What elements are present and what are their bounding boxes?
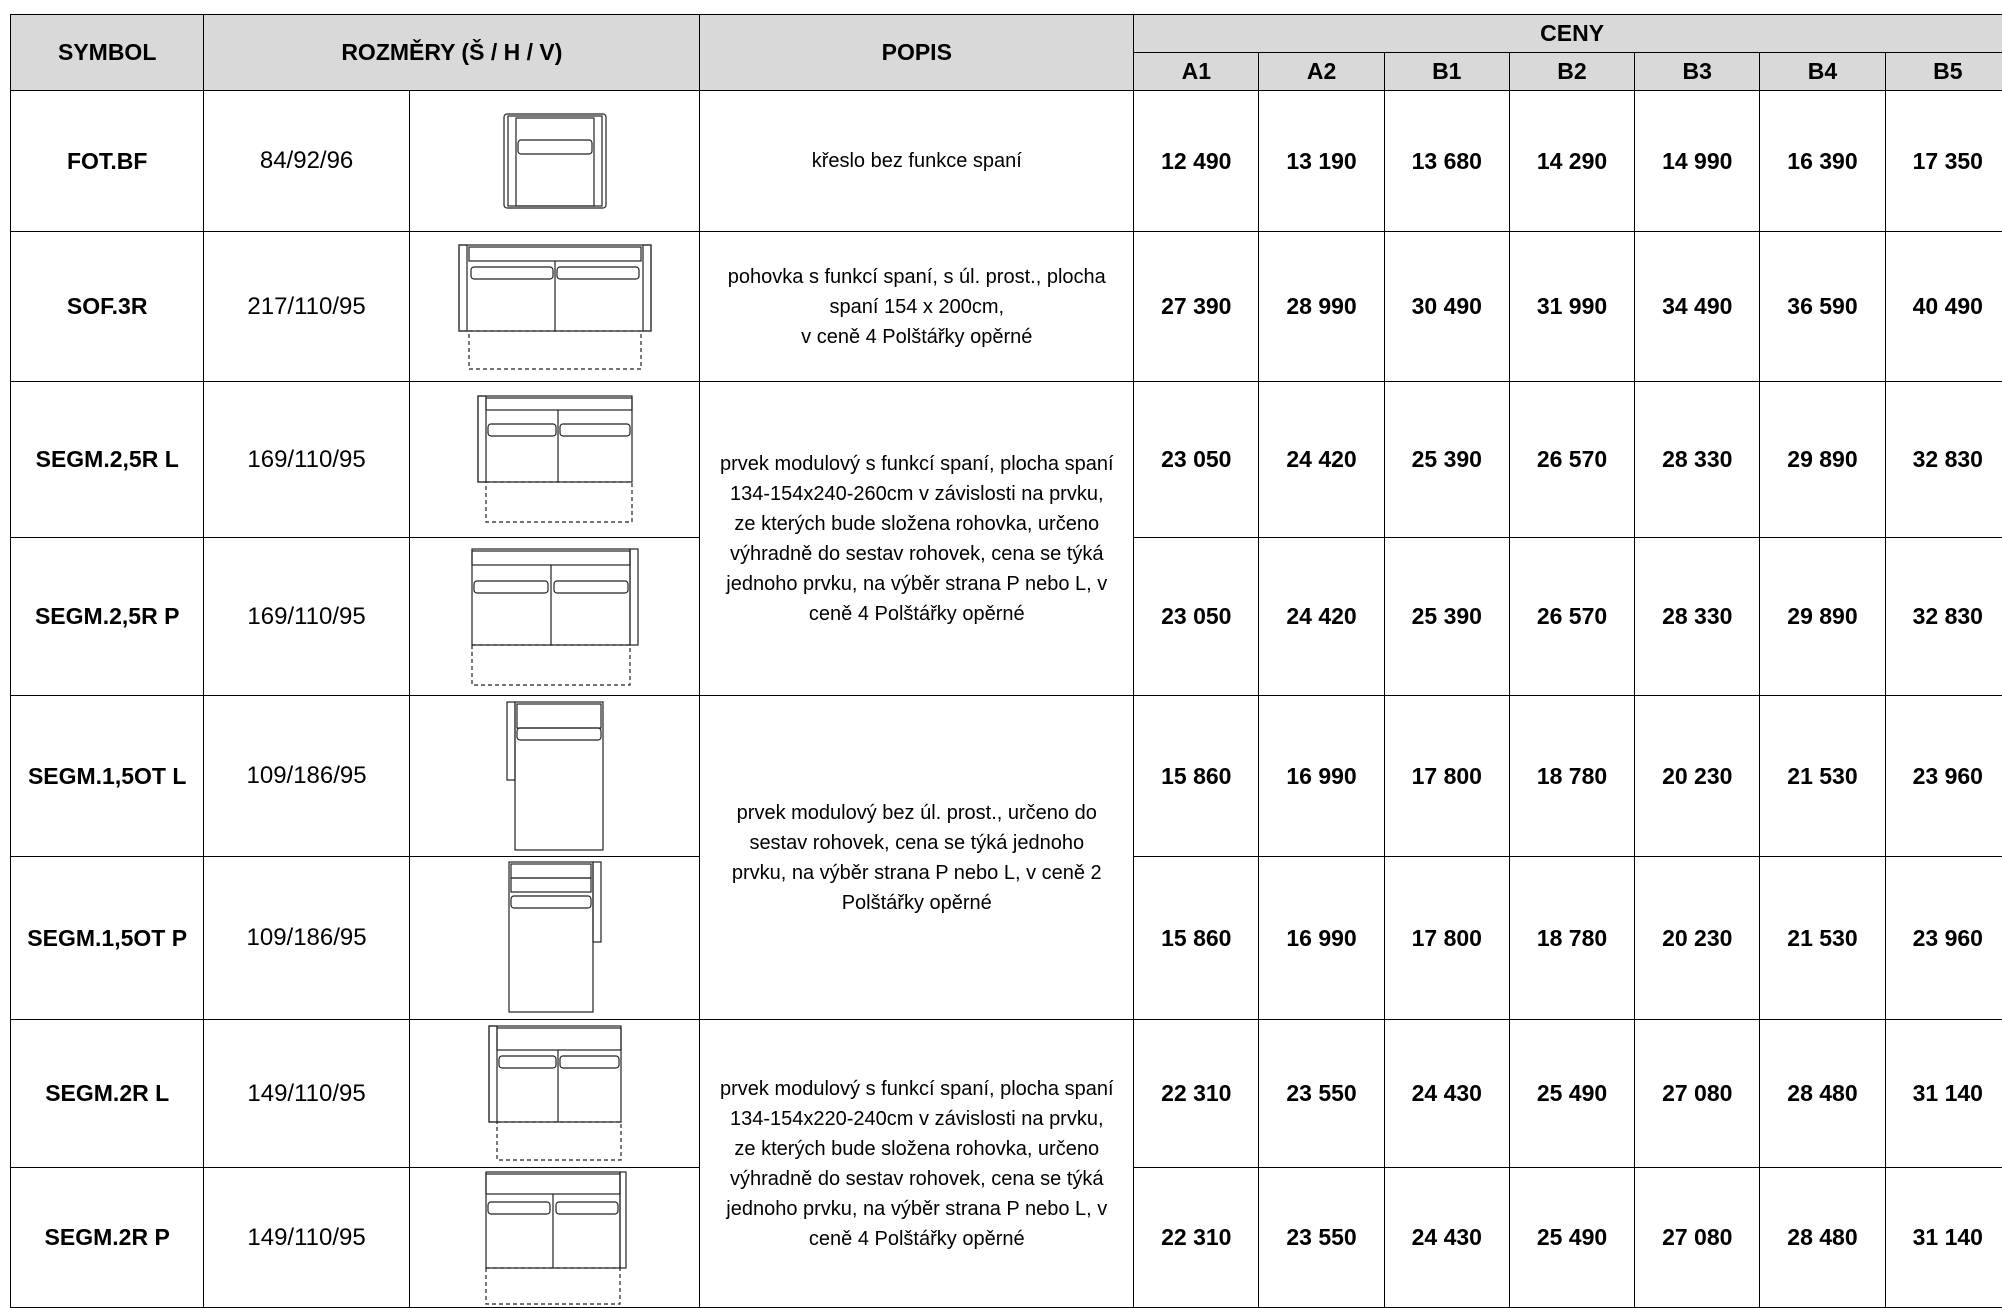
product-dimensions: 109/186/95 xyxy=(204,857,409,1020)
header-price-group: A1 xyxy=(1134,53,1259,91)
product-symbol: SEGM.1,5OT P xyxy=(11,857,204,1020)
product-description xyxy=(700,382,1134,696)
table-row xyxy=(11,91,2002,232)
price-cell: 23 550 xyxy=(1259,1168,1384,1308)
product-symbol: SEGM.1,5OT L xyxy=(11,696,204,857)
segment-left-icon xyxy=(409,1020,700,1168)
description-line: sestav rohovek, cena se týká jednoho xyxy=(700,828,1133,858)
price-cell: 17 350 xyxy=(1885,91,2002,232)
price-cell: 28 330 xyxy=(1635,382,1760,538)
price-cell: 15 860 xyxy=(1134,696,1259,857)
description-line: prvek modulový s funkcí spaní, plocha spaní xyxy=(700,1074,1133,1104)
price-cell: 23 960 xyxy=(1885,857,2002,1020)
table-row xyxy=(11,696,2002,857)
price-cell: 31 140 xyxy=(1885,1020,2002,1168)
description-line: 134-154x220-240cm v závislosti na prvku, xyxy=(700,1104,1133,1134)
price-cell: 28 990 xyxy=(1259,232,1384,382)
product-dimensions: 169/110/95 xyxy=(204,382,409,538)
description-line: křeslo bez funkce spaní xyxy=(700,146,1133,176)
price-cell: 26 570 xyxy=(1509,538,1634,696)
price-cell: 12 490 xyxy=(1134,91,1259,232)
price-cell: 21 530 xyxy=(1760,857,1885,1020)
price-cell: 22 310 xyxy=(1134,1168,1259,1308)
price-cell: 22 310 xyxy=(1134,1020,1259,1168)
product-symbol: SEGM.2R L xyxy=(11,1020,204,1168)
price-cell: 40 490 xyxy=(1885,232,2002,382)
product-description xyxy=(700,91,1134,232)
header-price-group: B3 xyxy=(1635,53,1760,91)
price-cell: 23 050 xyxy=(1134,538,1259,696)
price-cell: 32 830 xyxy=(1885,538,2002,696)
chaise-right-icon xyxy=(409,857,700,1020)
description-line: v ceně 4 Polštářky opěrné xyxy=(700,322,1133,352)
description-line: výhradně do sestav rohovek, cena se týká xyxy=(700,1164,1133,1194)
description-line: ceně 4 Polštářky opěrné xyxy=(700,599,1133,629)
price-cell: 23 550 xyxy=(1259,1020,1384,1168)
price-cell: 24 420 xyxy=(1259,538,1384,696)
description-line: jednoho prvku, na výběr strana P nebo L, v xyxy=(700,569,1133,599)
price-table xyxy=(10,14,2002,1308)
description-line: spaní 154 x 200cm, xyxy=(700,292,1133,322)
price-cell: 16 990 xyxy=(1259,857,1384,1020)
description-line: ceně 4 Polštářky opěrné xyxy=(700,1224,1133,1254)
product-dimensions: 169/110/95 xyxy=(204,538,409,696)
header-price-group: B5 xyxy=(1885,53,2002,91)
price-cell: 31 140 xyxy=(1885,1168,2002,1308)
price-cell: 36 590 xyxy=(1760,232,1885,382)
product-symbol: FOT.BF xyxy=(11,91,204,232)
description-line: 134-154x240-260cm v závislosti na prvku, xyxy=(700,479,1133,509)
price-cell: 27 080 xyxy=(1635,1168,1760,1308)
table-row xyxy=(11,1020,2002,1168)
price-cell: 14 290 xyxy=(1509,91,1634,232)
price-cell: 28 480 xyxy=(1760,1020,1885,1168)
product-description xyxy=(700,1020,1134,1308)
product-dimensions: 149/110/95 xyxy=(204,1020,409,1168)
price-cell: 30 490 xyxy=(1384,232,1509,382)
description-line: ze kterých bude složena rohovka, určeno xyxy=(700,509,1133,539)
armchair-icon xyxy=(409,91,700,232)
price-cell: 27 390 xyxy=(1134,232,1259,382)
price-cell: 18 780 xyxy=(1509,696,1634,857)
header-price-group: B2 xyxy=(1509,53,1634,91)
description-line: výhradně do sestav rohovek, cena se týká xyxy=(700,539,1133,569)
table-row xyxy=(11,232,2002,382)
price-cell: 24 430 xyxy=(1384,1168,1509,1308)
price-cell: 29 890 xyxy=(1760,382,1885,538)
price-cell: 25 490 xyxy=(1509,1020,1634,1168)
product-description xyxy=(700,232,1134,382)
price-cell: 17 800 xyxy=(1384,696,1509,857)
product-dimensions: 149/110/95 xyxy=(204,1168,409,1308)
price-cell: 24 430 xyxy=(1384,1020,1509,1168)
description-line: Polštářky opěrné xyxy=(700,888,1133,918)
product-symbol: SEGM.2,5R P xyxy=(11,538,204,696)
chaise-left-icon xyxy=(409,696,700,857)
price-cell: 15 860 xyxy=(1134,857,1259,1020)
price-cell: 29 890 xyxy=(1760,538,1885,696)
price-cell: 28 480 xyxy=(1760,1168,1885,1308)
price-cell: 24 420 xyxy=(1259,382,1384,538)
product-dimensions: 217/110/95 xyxy=(204,232,409,382)
price-cell: 25 390 xyxy=(1384,382,1509,538)
segment-right-icon xyxy=(409,1168,700,1308)
header-price-group: A2 xyxy=(1259,53,1384,91)
description-line: prvku, na výběr strana P nebo L, v ceně 2 xyxy=(700,858,1133,888)
description-line: pohovka s funkcí spaní, s úl. prost., plocha xyxy=(700,262,1133,292)
product-symbol: SEGM.2,5R L xyxy=(11,382,204,538)
table-row xyxy=(11,382,2002,538)
price-cell: 23 050 xyxy=(1134,382,1259,538)
header-dimensions: ROZMĚRY (Š / H / V) xyxy=(204,15,700,91)
description-line: prvek modulový s funkcí spaní, plocha spaní xyxy=(700,449,1133,479)
price-cell: 31 990 xyxy=(1509,232,1634,382)
product-dimensions: 84/92/96 xyxy=(204,91,409,232)
price-cell: 28 330 xyxy=(1635,538,1760,696)
sofa-3-seat-icon xyxy=(409,232,700,382)
price-cell: 23 960 xyxy=(1885,696,2002,857)
product-description xyxy=(700,696,1134,1020)
segment-left-icon xyxy=(409,382,700,538)
price-cell: 25 390 xyxy=(1384,538,1509,696)
price-cell: 16 390 xyxy=(1760,91,1885,232)
price-cell: 16 990 xyxy=(1259,696,1384,857)
price-cell: 20 230 xyxy=(1635,696,1760,857)
price-cell: 20 230 xyxy=(1635,857,1760,1020)
price-cell: 18 780 xyxy=(1509,857,1634,1020)
header-price-group: B4 xyxy=(1760,53,1885,91)
product-symbol: SOF.3R xyxy=(11,232,204,382)
price-cell: 13 190 xyxy=(1259,91,1384,232)
price-cell: 26 570 xyxy=(1509,382,1634,538)
segment-right-icon xyxy=(409,538,700,696)
price-cell: 17 800 xyxy=(1384,857,1509,1020)
price-cell: 21 530 xyxy=(1760,696,1885,857)
price-cell: 32 830 xyxy=(1885,382,2002,538)
price-list-page xyxy=(10,14,2002,1305)
header-prices: CENY xyxy=(1134,15,2002,53)
product-dimensions: 109/186/95 xyxy=(204,696,409,857)
price-cell: 27 080 xyxy=(1635,1020,1760,1168)
description-line: prvek modulový bez úl. prost., určeno do xyxy=(700,798,1133,828)
header-description: POPIS xyxy=(700,15,1134,91)
header-price-group: B1 xyxy=(1384,53,1509,91)
header-symbol: SYMBOL xyxy=(11,15,204,91)
price-cell: 13 680 xyxy=(1384,91,1509,232)
product-symbol: SEGM.2R P xyxy=(11,1168,204,1308)
description-line: ze kterých bude složena rohovka, určeno xyxy=(700,1134,1133,1164)
description-line: jednoho prvku, na výběr strana P nebo L, v xyxy=(700,1194,1133,1224)
price-cell: 34 490 xyxy=(1635,232,1760,382)
price-cell: 14 990 xyxy=(1635,91,1760,232)
price-cell: 25 490 xyxy=(1509,1168,1634,1308)
